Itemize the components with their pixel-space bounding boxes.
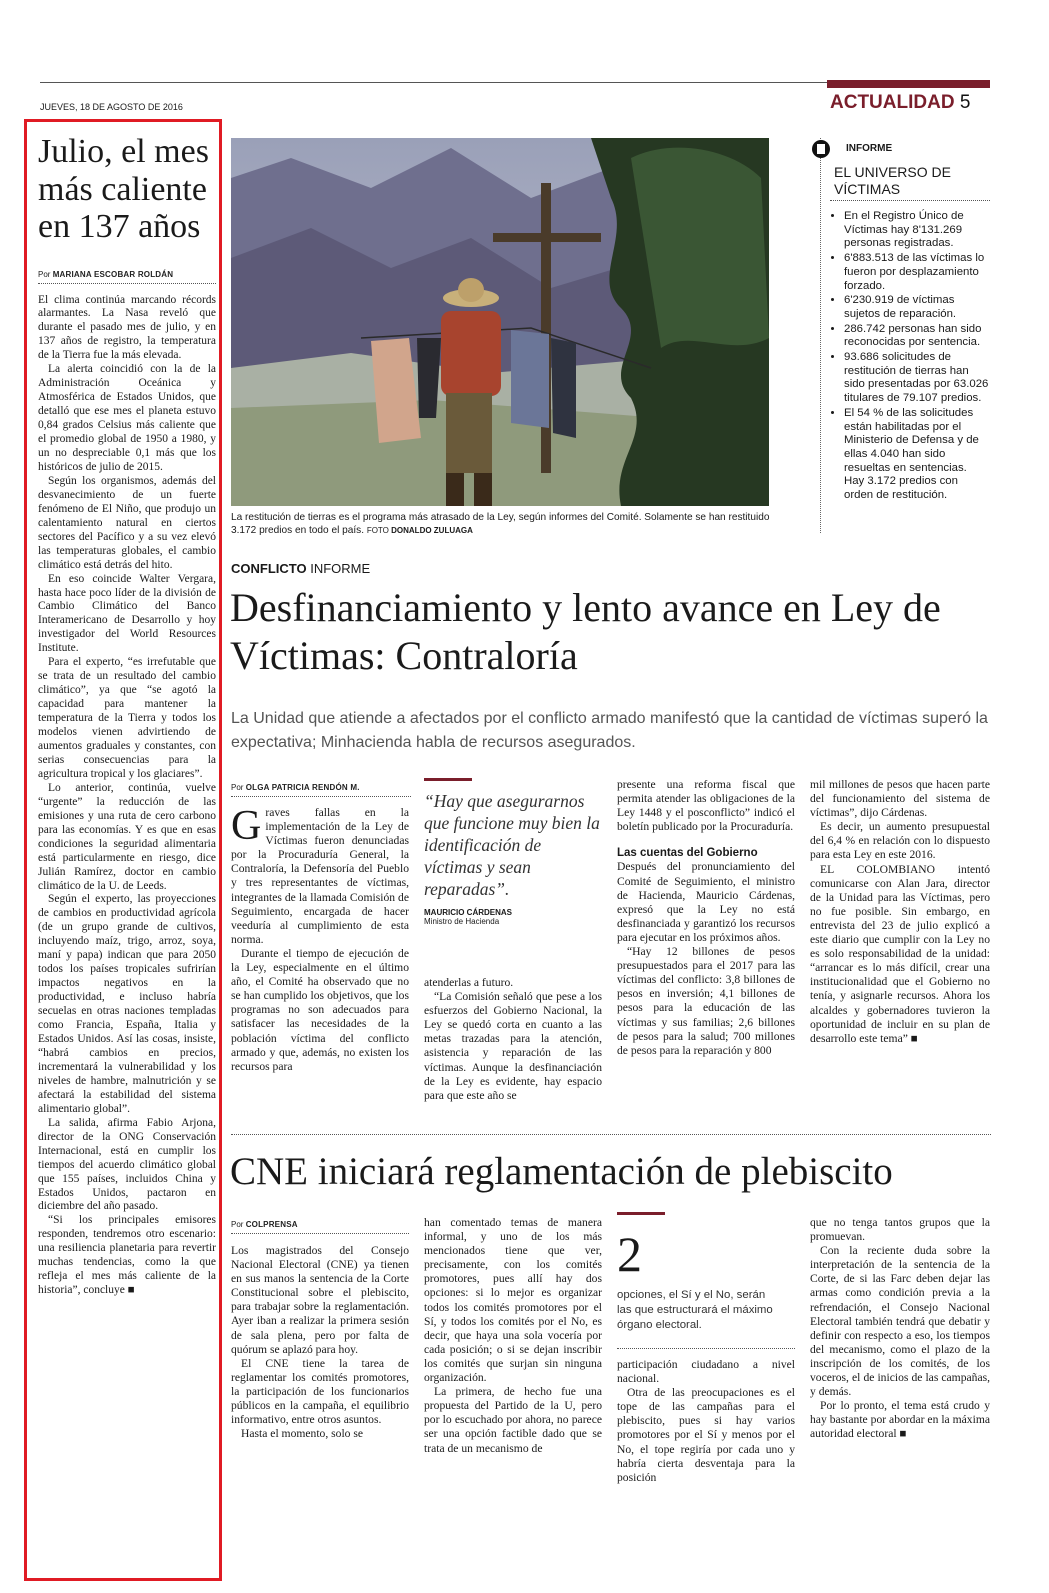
section-name: ACTUALIDAD: [830, 92, 955, 113]
stat-rule-bottom: [617, 1348, 795, 1349]
sidebar-bullet: • 93.686 solicitudes de restitución de tierras han sido presentadas por 63.026 titulares de 79.107 predios.: [844, 351, 990, 406]
paragraph: Según los organismos, además del desvanecimiento de un fuerte fenómeno de El Niño, que produjo un calentamiento natural en ciertos sectores del Pacífico y a su vez elevó las temperaturas globales, el cambio climático está detrás del hito.: [38, 474, 216, 571]
left-article-body: [38, 294, 216, 1299]
paragraph: Con la reciente duda sobre la interpretación de la sentencia de la Corte, de si las Farc deben dejar las armas como condición previa a la refrendación, el Consejo Nacional Electoral también tendrá que debatir y definir con respecto a eso, los tiempos del mecanismo, como el plazo de la inscripción de los comités, de los voceros, el de inicios de las campañas, y demás.: [810, 1244, 990, 1399]
sidebar-bullet: • El 54 % de las solicitudes están habilitadas por el Ministerio de Defensa y de ellas 4.040 han sido resueltas en sentencias. Hay 3.172 predios con orden de restitución.: [844, 407, 990, 503]
byline-name: MARIANA ESCOBAR ROLDÁN: [52, 269, 174, 279]
caption-text: La restitución de tierras es el programa más atrasado de la Ley, según informes del Comité. Solamente se han restituido 3.172 predios en todo el país.: [231, 512, 770, 536]
byline-rule: [38, 283, 216, 284]
paragraph: mil millones de pesos que hacen parte del funcionamiento del sistema de víctimas”, dijo Cárdenas.: [810, 778, 990, 820]
dropcap: G: [231, 803, 262, 849]
paragraph: El CNE tiene la tarea de reglamentar los comités promotores, la participación de los funcionarios públicos en la campaña, el equilibrio informativo, entre otros asuntos.: [231, 1356, 409, 1427]
quote-author: MAURICIO CÁRDENAS: [424, 908, 512, 917]
paragraph: “Si los principales emisores responden, tendremos otro escenario: una resiliencia planetaria para revertir muchas tendencias, como la que refleja el mes más caliente de la historia”, concluye ■: [38, 1214, 216, 1297]
byline-prefix: Por: [231, 1220, 244, 1229]
credit-name: DONALDO ZULUAGA: [391, 526, 473, 535]
paragraph: “La Comisión señaló que pese a los esfuerzos del Gobierno Nacional, la Ley se quedó corta en cuanto a las metas trazadas para la atención, asistencia y reparación de las víctimas. Aunque la desfinanciación de la Ley es evidente, hay espacio para que este año se: [424, 990, 602, 1102]
paragraph: En eso coincide Walter Vergara, hasta hace poco líder de la división de Cambio Climático del Banco Interamericano de Desarrollo y hoy investigador del World Resources Institute.: [38, 572, 216, 655]
sidebar-tag: INFORME: [846, 143, 893, 154]
paragraph: La primera, de hecho fue una propuesta del Partido de la U, pero por lo escuchado por ahora, no parece ser una opción factible dado que se trata de un mecanismo de: [424, 1385, 602, 1455]
left-article-title: Julio, el mes más caliente en 137 años: [38, 133, 209, 245]
paragraph: que no tenga tantos grupos que la promuevan.: [810, 1216, 990, 1244]
byline-name: COLPRENSA: [245, 1220, 298, 1229]
paragraph: Después del pronunciamiento del Comité de Seguimiento, el ministro de Hacienda, Mauricio Cárdenas, expresó que la Ley no está desfinanciada y garantizó los recursos para ejecutar en los próximos años.: [617, 860, 795, 944]
paragraph: Por lo pronto, el tema está crudo y hay bastante por abordar en la máxima autoridad electoral ■: [810, 1399, 990, 1441]
quote-role: Ministro de Hacienda: [424, 917, 500, 926]
stat-rule: [617, 1212, 665, 1215]
main-col-4: [810, 778, 990, 1046]
stat-text: opciones, el Sí y el No, serán las que estructurará el máximo órgano electoral.: [617, 1289, 773, 1331]
document-icon: [812, 140, 830, 158]
bottom-byline-rule: [231, 1233, 409, 1234]
main-col-1: [231, 803, 409, 1074]
left-article: [38, 133, 218, 1298]
paragraph: participación ciudadano a nivel nacional.: [617, 1358, 795, 1386]
bottom-col-2: [424, 1216, 602, 1456]
sidebar-list: [830, 210, 990, 504]
stat-number: 2: [617, 1226, 642, 1282]
paragraph: EL COLOMBIANO intentó comunicarse con Alan Jara, director de la Unidad para las Víctimas, pero no fue posible. Sin embargo, en entrevista del 23 de julio explicó a este diario que cumplir con la Ley no es solo responsabilidad de la unidad: “arrancar es lo más difícil, crear una institucionalidad que el Gobierno no tenía, y asignarle recursos. Ahora los alcaldes y gobernadores tuvieron la oportunidad de incluir en su plan de desarrollo este tema” ■: [810, 862, 990, 1045]
kicker-light: INFORME: [310, 561, 371, 576]
sidebar-bullet: • En el Registro Único de Víctimas hay 8'131.269 personas registradas.: [844, 210, 990, 251]
pull-quote: [424, 790, 602, 926]
paragraph: Para el experto, “es irrefutable que se trata de un resultado del cambio climático”, ya que “se agotó la capacidad para mantener la temperatura de la Tierra y todos los modelos vienen advirtiendo de aumentos graduales y constantes, con serias consecuencias para la agricultura tropical y los glaciares”.: [38, 656, 216, 780]
photo-illustration: [231, 138, 769, 506]
bottom-article-title: CNE iniciará reglamentación de plebiscito: [230, 1150, 893, 1193]
sidebar-bullet: • 6'230.919 de víctimas sujetos de reparación.: [844, 294, 990, 321]
sidebar-title: EL UNIVERSO DE VÍCTIMAS: [834, 164, 951, 197]
main-article-subtitle: La Unidad que atiende a afectados por el conflicto armado manifestó que la cantidad de víctimas superó la expectativa; Minhacienda habla de recursos asegurados.: [231, 710, 988, 751]
paragraph: Según el experto, las proyecciones de cambios en productividad agrícola (de un grupo grande de cultivos, incluyendo maíz, trigo, arroz, soya, maní y papa) indican que para 2050 todos los países tropicales sufrirían impactos negativos en la productividad, e incluso habría secuelas en otras naciones templadas como Francia, España, Italia y Estados Unidos. Así las cosas, insiste, “habrá cambios en precios, incrementará la vulnerabilidad y los niveles de hambre, malnutrición y se afectará la estabilidad del sistema alimentario global”.: [38, 893, 216, 1115]
paragraph: Otra de las preocupaciones es el tope de las campañas para el plebiscito, pues si hay varios promotores por el Sí y menos por el No, el tope regiría por cada uno y habría cierta desventaja para la posición: [617, 1386, 795, 1484]
header-section: [830, 92, 970, 114]
main-col-3: [617, 778, 795, 1058]
paragraph: Hasta el momento, solo se: [241, 1427, 364, 1441]
main-article-title: Desfinanciamiento y lento avance en Ley de Víctimas: Contraloría: [230, 585, 941, 678]
paragraph: La salida, afirma Fabio Arjona, director de la ONG Conservación Internacional, está en cumplir los tiempos del acuerdo climático global que 155 países, incluidos China y Estados Unidos, pactaron en diciembre del año pasado.: [38, 1116, 216, 1213]
main-byline: [231, 783, 360, 792]
left-article-byline: [38, 270, 218, 279]
paragraph: Durante el tiempo de ejecución de la Ley, especialmente en el último año, el Comité ha observado que no se han cumplido los objetivos, que los programas no son adecuados para satisfacer las necesidades de la población víctima del conflicto armado y que, además, no existen los recursos para: [231, 946, 409, 1073]
paragraph: Lo anterior, continúa, vuelve “urgente” la reducción de las emisiones y una ruta de cero carbono para las economías. Y es que en esas condiciones la seguridad alimentaria está particularmente en riesgo, dice Julián Ramírez, doctor en cambio climático de la U. de Leeds.: [38, 781, 216, 892]
paragraph: presente una reforma fiscal que permita atender las obligaciones de la Ley 1448 y el posconflicto” indicó el boletín publicado por la Procuraduría.: [617, 778, 795, 834]
byline-prefix: Por: [231, 783, 244, 792]
photo-credit: [367, 526, 473, 535]
main-kicker: [231, 561, 370, 576]
page-number: 5: [959, 92, 971, 113]
byline-name: OLGA PATRICIA RENDÓN M.: [245, 783, 360, 792]
paragraph-text: raves fallas en la implementación de la Ley de Víctimas fueron denunciadas por la Procuraduría General, la Contraloría, la Defensoría del Pueblo y tres representantes de víctimas, integrantes de la llamada Comisión de Seguimiento, encargada de hacer veeduría al cumplimiento de esta norma.: [231, 806, 409, 946]
quote-text: “Hay que asegurarnos que funcione muy bien la identificación de víctimas y sean reparadas”.: [424, 791, 600, 899]
header-date: JUEVES, 18 DE AGOSTO DE 2016: [40, 102, 183, 112]
bottom-col-3: [617, 1358, 795, 1485]
paragraph: han comentado temas de manera informal, y uno de los más mencionados tiene que ver, precisamente, con los comités promotores, pues allí hay dos opciones: si lo mejor es organizar todos los comités promotores por el Sí, y todos los comités por el No, es decir, que haya una sola vocería por cada posición; o si se dejan inscribir los comités que surjan sin ninguna organización.: [424, 1216, 602, 1385]
sidebar-title-rule: [830, 200, 990, 201]
main-byline-rule: [231, 796, 411, 797]
subhead: Las cuentas del Gobierno: [617, 847, 758, 860]
news-photo: [231, 138, 769, 506]
quote-rule: [424, 778, 472, 781]
paragraph: Los magistrados del Consejo Nacional Electoral (CNE) ya tienen en sus manos la sentencia de la Corte Constitucional sobre el plebiscito, para trabajar sobre la reglamentación. Ayer iban a realizar la primera sesión de sala plena, pero por falta de quórum se aplazó para hoy.: [231, 1244, 409, 1356]
paragraph: atenderlas a futuro.: [424, 976, 514, 989]
byline-prefix: Por: [38, 269, 51, 279]
paragraph: [231, 803, 409, 947]
photo-caption: [231, 511, 771, 537]
bottom-byline: [231, 1220, 298, 1229]
sidebar-bullet: • 286.742 personas han sido reconocidas por sentencia.: [844, 323, 990, 350]
kicker-bold: CONFLICTO: [231, 561, 307, 576]
bottom-col-4: [810, 1216, 990, 1442]
paragraph: “Hay 12 billones de pesos presupuestados para el 2017 para las víctimas del conflicto: 3,8 billones de pesos en inversión; 4,1 billones de pesos para la educación de las víctimas y sus familias; 2,6 billones de pesos para la salud; 700 millones de pesos para la reparación y 800: [617, 945, 795, 1057]
bottom-col-1: [231, 1244, 409, 1441]
paragraph: La alerta coincidió con la de la Administración Oceánica y Atmosférica de Estados Unidos, que detalló que ese mes el planeta estuvo 0,84 grados Celsius más caliente que el promedio global de 1950 a 1980, y un no despreciable 0,1 más que los históricos de julio de 2015.: [38, 363, 216, 473]
main-col-2: [424, 976, 602, 1103]
credit-prefix: FOTO: [366, 526, 389, 535]
sidebar-vertical-rule: [820, 138, 821, 533]
paragraph: Es decir, un aumento presupuestal del 6,4 % en relación con lo dispuesto para esta Ley en este 2016.: [810, 820, 990, 862]
paragraph: El clima continúa marcando récords alarmantes. La Nasa reveló que durante el pasado mes de julio, y en 137 años de registro, la temperatura de la Tierra fue la más elevada.: [38, 293, 216, 362]
section-divider: [231, 1134, 991, 1135]
sidebar-bullet: • 6'883.513 de las víctimas lo fueron por desplazamiento forzado.: [844, 252, 990, 293]
section-accent-bar: [827, 80, 990, 88]
